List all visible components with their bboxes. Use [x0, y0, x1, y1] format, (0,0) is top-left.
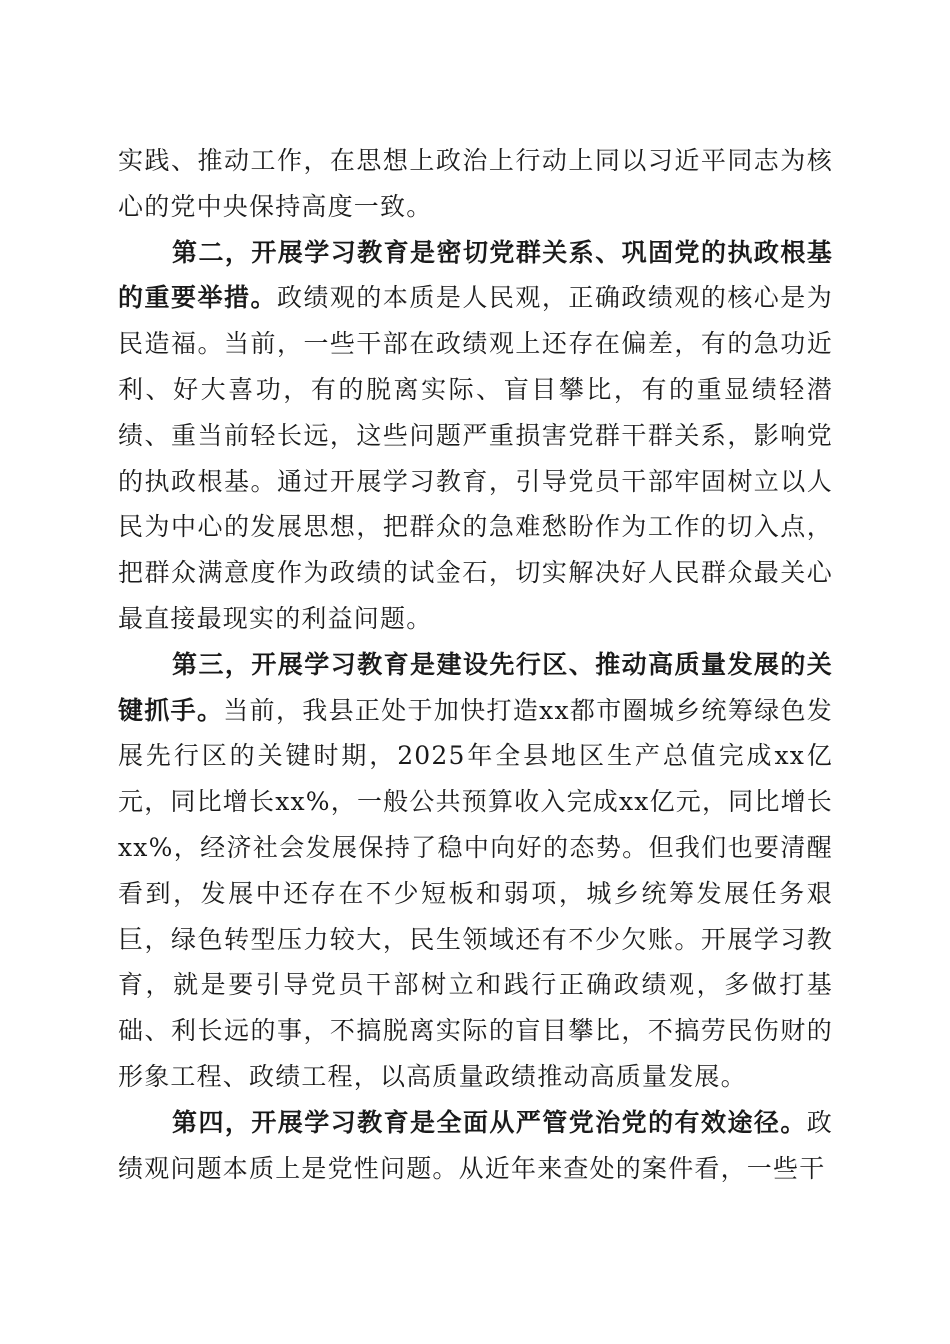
paragraph-body: 政绩观的本质是人民观，正确政绩观的核心是为民造福。当前，一些干部在政绩观上还存在偏差，有的急功近利、好大喜功，有的脱离实际、盲目攀比，有的重显绩轻潜绩、重当前轻长远，这些问题严重损害党群干群关系，影响党的执政根基。通过开展学习教育，引导党员干部牢固树立以人民为中心的发展思想，把群众的急难愁盼作为工作的切入点，把群众满意度作为政绩的试金石，切实解决好人民群众最关心最直接最现实的利益问题。 — [118, 283, 833, 633]
paragraph-lead: 第四，开展学习教育是全面从严管党治党的有效途径。 — [172, 1107, 807, 1137]
paragraph-lead: 第三，开展学习教育是建设先行区、推动高质量发展的关键抓手。 — [118, 649, 833, 725]
paragraph-body: 政绩观问题本质上是党性问题。从近年来查处的案件看，一些干 — [118, 1107, 833, 1183]
document-page — [118, 138, 833, 1191]
paragraph-continuation — [118, 138, 833, 230]
paragraph-body: 当前，我县正处于加快打造xx都市圈城乡统筹绿色发展先行区的关键时期，2025年全县地区生产总值完成xx亿元，同比增长xx%，一般公共预算收入完成xx亿元，同比增长xx%，经济社会发展保持了稳中向好的态势。但我们也要清醒看到，发展中还存在不少短板和弱项，城乡统筹发展任务艰巨，绿色转型压力较大，民生领域还有不少欠账。开展学习教育，就是要引导党员干部树立和践行正确政绩观，多做打基础、利长远的事，不搞脱离实际的盲目攀比，不搞劳民伤财的形象工程、政绩工程，以高质量政绩推动高质量发展。 — [118, 695, 833, 1091]
paragraph-lead: 第二，开展学习教育是密切党群关系、巩固党的执政根基的重要举措。 — [118, 237, 833, 313]
paragraph-third — [118, 642, 833, 1100]
paragraph-second — [118, 230, 833, 642]
paragraph-fourth — [118, 1100, 833, 1192]
paragraph-body: 实践、推动工作，在思想上政治上行动上同以习近平同志为核心的党中央保持高度一致。 — [118, 146, 833, 221]
